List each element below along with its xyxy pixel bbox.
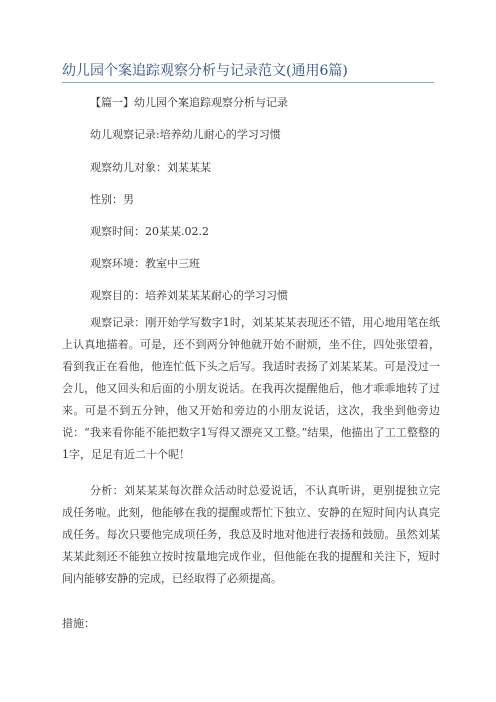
section-heading: 【篇一】幼儿园个案追踪观察分析与记录 bbox=[90, 96, 288, 109]
observation-environment: 观察环境：教室中三班 bbox=[90, 257, 200, 270]
observation-time: 观察时间：20某某.02.2 bbox=[90, 225, 209, 238]
document-title: 幼儿园个案追踪观察分析与记录范文(通用6篇) bbox=[62, 63, 348, 79]
observation-gender: 性别：男 bbox=[90, 193, 134, 206]
record-title: 幼儿观察记录:培养幼儿耐心的学习习惯 bbox=[90, 128, 281, 141]
analysis-paragraph: 分析：刘某某某每次群众活动时总爱说话，不认真听讲，更别提独立完成任务啦。此刻，他能够在我的提醒或帮忙下独立、安静的在短时间内认真完成任务。每次只要他完成项任务，我总及时地对他进行表扬和鼓励。虽然刘某某某此刻还不能独立按时按量地完成作业，但他能在我的提醒和关注下，短时间内能够安静的完成，已经取得了必须提高。 bbox=[62, 484, 440, 585]
observation-purpose: 观察目的：培养刘某某某耐心的学习习惯 bbox=[90, 289, 288, 302]
measures-heading: 措施： bbox=[62, 617, 95, 630]
title-underline bbox=[62, 82, 434, 83]
observation-subject: 观察幼儿对象：刘某某某 bbox=[90, 161, 211, 174]
observation-record-paragraph: 观察记录：刚开始学写数字1时，刘某某某表现还不错，用心地用笔在纸上认真地描着。可是，还不到两分钟他就开始不耐烦，坐不住，四处张望着，看到我正在看他，他连忙低下头之后写。我适时表扬了刘某某某。可是没过一会儿，他又回头和后面的小朋友说话。在我再次提醒他后，他才乖乖地转了过来。可是不到五分钟，他又开始和旁边的小朋友说话，这次，我坐到他旁边说：“我来看你能不能把数字1写得又漂亮又工整。”结果，他描出了工工整整的1字，足足有近二十个呢！ bbox=[62, 316, 440, 461]
